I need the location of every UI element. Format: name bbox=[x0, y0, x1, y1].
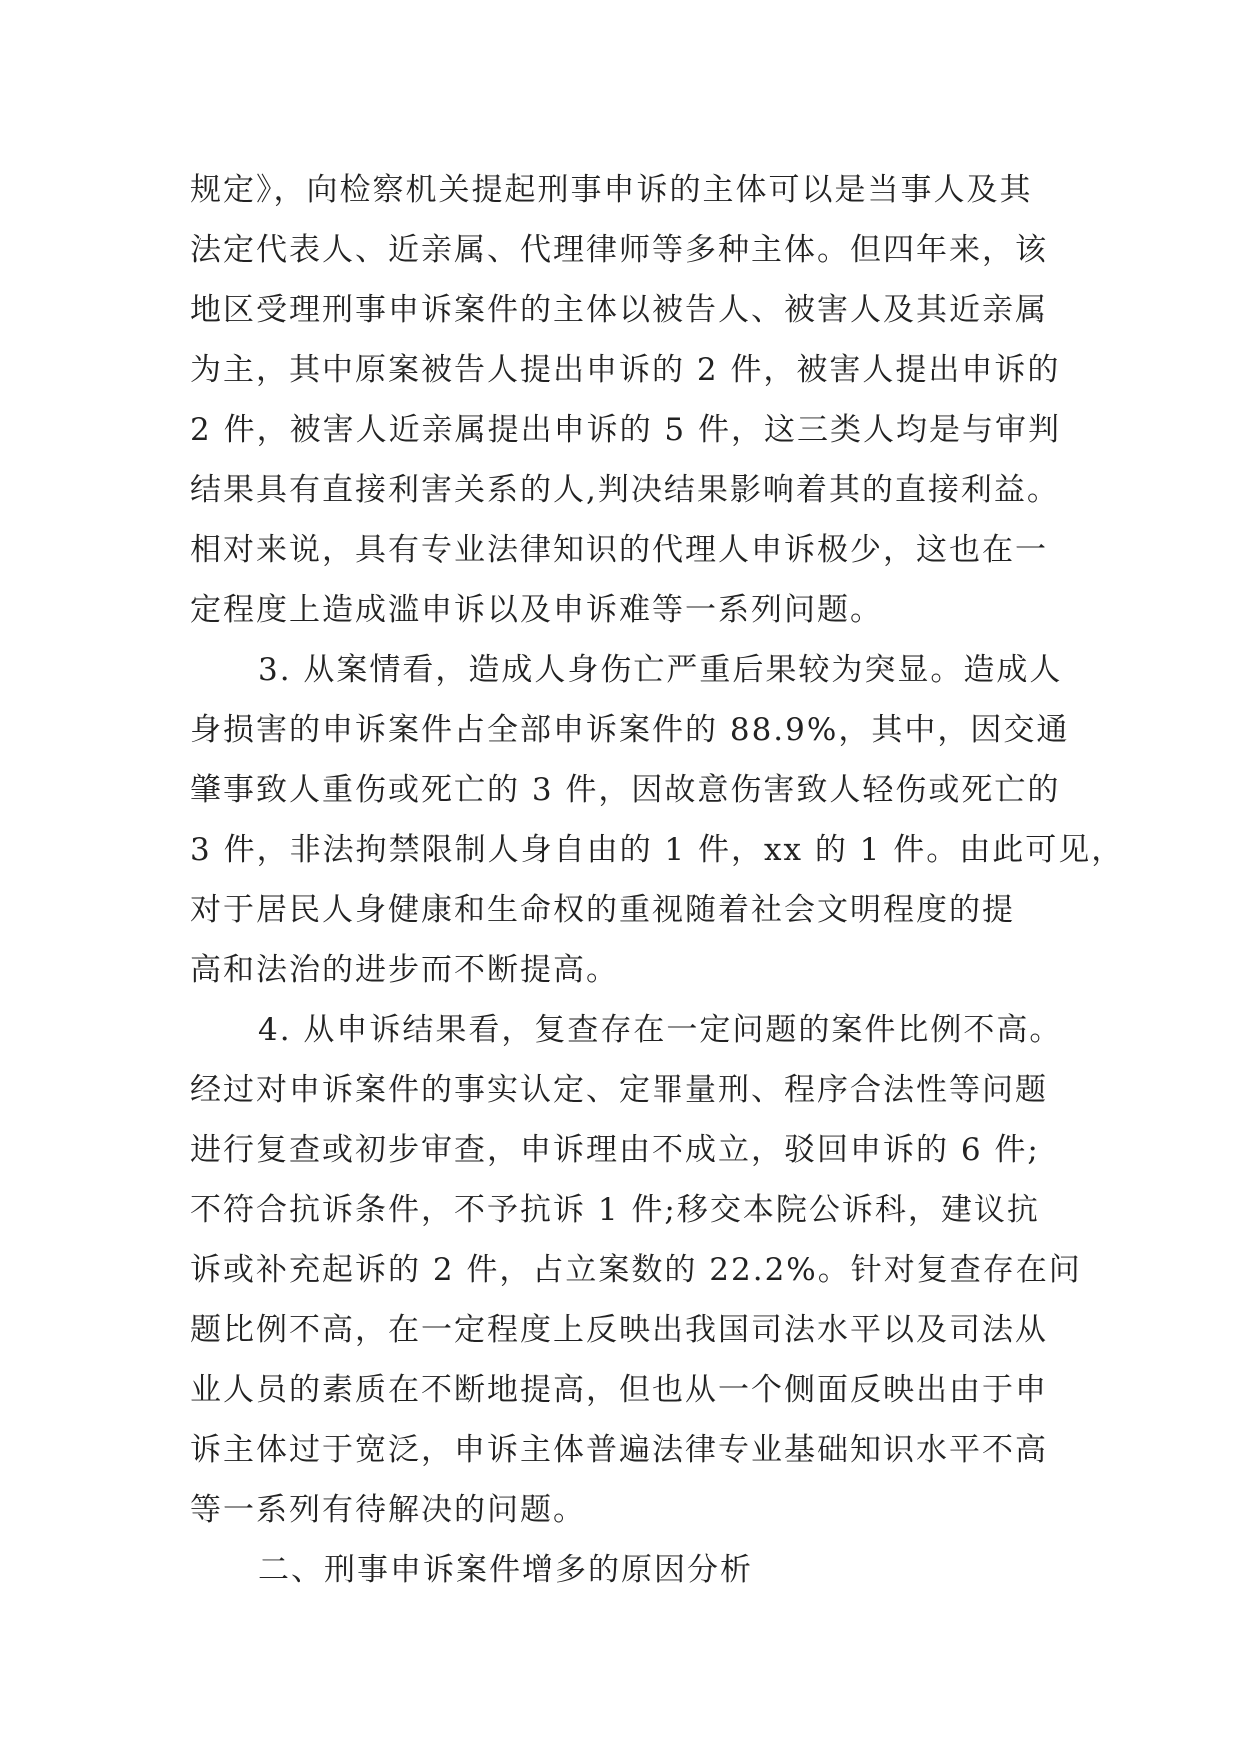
paragraph-heading-3: 3. 从案情看，造成人身伤亡严重后果较为突显。造成人 bbox=[258, 652, 1063, 688]
text-line: 等一系列有待解决的问题。 bbox=[190, 1492, 586, 1528]
section-heading: 二、刑事申诉案件增多的原因分析 bbox=[258, 1552, 753, 1588]
text-line: 定程度上造成滥申诉以及申诉难等一系列问题。 bbox=[190, 592, 883, 628]
text-line: 规定》，向检察机关提起刑事申诉的主体可以是当事人及其 bbox=[190, 172, 1033, 208]
text-line: 地区受理刑事申诉案件的主体以被告人、被害人及其近亲属 bbox=[190, 292, 1048, 328]
text-line: 肇事致人重伤或死亡的 3 件，因故意伤害致人轻伤或死亡的 bbox=[190, 772, 1061, 808]
text-line: 高和法治的进步而不断提高。 bbox=[190, 952, 619, 988]
text-line: 经过对申诉案件的事实认定、定罪量刑、程序合法性等问题 bbox=[190, 1072, 1048, 1108]
text-line: 相对来说，具有专业法律知识的代理人申诉极少，这也在一 bbox=[190, 532, 1048, 568]
paragraph-heading-4: 4. 从申诉结果看，复查存在一定问题的案件比例不高。 bbox=[258, 1012, 1063, 1048]
text-line: 3 件，非法拘禁限制人身自由的 1 件，xx 的 1 件。由此可见， bbox=[190, 832, 1125, 868]
text-line: 业人员的素质在不断地提高，但也从一个侧面反映出由于申 bbox=[190, 1372, 1048, 1408]
text-line: 进行复查或初步审查，申诉理由不成立，驳回申诉的 6 件; bbox=[190, 1132, 1040, 1168]
document-body bbox=[190, 160, 1125, 1600]
text-line: 诉主体过于宽泛，申诉主体普遍法律专业基础知识水平不高 bbox=[190, 1432, 1048, 1468]
text-line: 身损害的申诉案件占全部申诉案件的 88.9%，其中，因交通 bbox=[190, 712, 1070, 748]
text-line: 为主，其中原案被告人提出申诉的 2 件，被害人提出申诉的 bbox=[190, 352, 1061, 388]
text-line: 对于居民人身健康和生命权的重视随着社会文明程度的提 bbox=[190, 892, 1015, 928]
text-line: 法定代表人、近亲属、代理律师等多种主体。但四年来，该 bbox=[190, 232, 1048, 268]
text-line: 不符合抗诉条件，不予抗诉 1 件;移交本院公诉科，建议抗 bbox=[190, 1192, 1040, 1228]
text-line: 2 件，被害人近亲属提出申诉的 5 件，这三类人均是与审判 bbox=[190, 412, 1062, 448]
text-line: 题比例不高，在一定程度上反映出我国司法水平以及司法从 bbox=[190, 1312, 1048, 1348]
text-line: 诉或补充起诉的 2 件，占立案数的 22.2%。针对复查存在问 bbox=[190, 1252, 1082, 1288]
text-line: 结果具有直接利害关系的人,判决结果影响着其的直接利益。 bbox=[190, 472, 1060, 508]
